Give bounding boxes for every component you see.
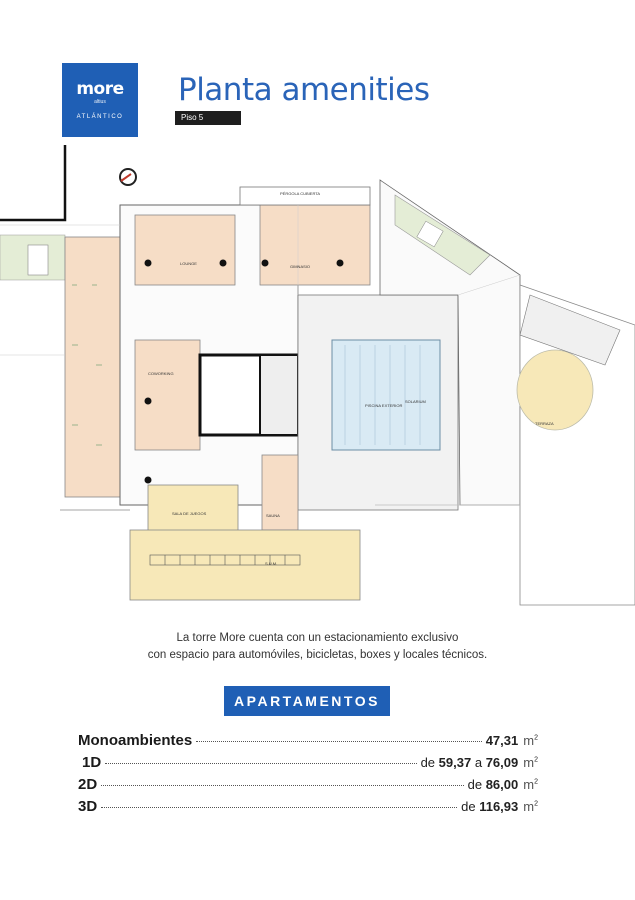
logo-sub: altius	[94, 99, 106, 105]
brand-logo	[62, 63, 138, 137]
unit-name: 1D	[82, 754, 102, 771]
unit-area-to: 76,09	[485, 755, 519, 770]
leader-dots	[196, 741, 482, 742]
label-sum: S.U.M.	[265, 561, 278, 566]
label-lounge: LOUNGE	[180, 261, 197, 266]
unit-name: 2D	[78, 776, 98, 793]
unit-area	[461, 799, 538, 814]
unit-exp: 2	[534, 778, 538, 786]
unit-area-value: 86,00	[485, 777, 519, 792]
unit-row-1d	[78, 754, 538, 776]
floor-plan	[0, 145, 635, 610]
unit-exp: 2	[534, 756, 538, 764]
logo-brand: more	[76, 79, 124, 99]
unit-m: m	[523, 799, 535, 814]
unit-name: Monoambientes	[78, 732, 193, 749]
unit-row-3d	[78, 798, 538, 820]
unit-prefix: de	[467, 777, 483, 792]
unit-name: 3D	[78, 798, 98, 815]
unit-m: m	[523, 777, 535, 792]
unit-area	[421, 755, 538, 770]
label-solarium: SOLARIUM	[405, 399, 426, 404]
floor-tag: Piso 5	[175, 111, 241, 125]
unit-exp: 2	[534, 734, 538, 742]
label-pool: PISCINA EXTERIOR	[365, 403, 403, 408]
unit-prefix: de	[461, 799, 476, 814]
unit-area-value: 116,93	[479, 799, 519, 814]
label-gym: GIMNASIO	[290, 264, 311, 269]
unit-m: m	[523, 755, 535, 770]
unit-list	[78, 732, 538, 820]
unit-exp: 2	[534, 800, 538, 808]
label-terrace: TERRAZA	[535, 421, 554, 426]
unit-row-monoambientes	[78, 732, 538, 754]
description-line-2: con espacio para automóviles, bicicletas, boxes y locales técnicos.	[147, 649, 488, 661]
unit-area	[486, 733, 538, 748]
label-spa: SAUNA	[266, 513, 280, 518]
leader-dots	[105, 763, 416, 764]
unit-prefix: de	[420, 755, 436, 770]
unit-area-value: 47,31	[485, 733, 519, 748]
description	[0, 630, 635, 664]
label-kids: SALA DE JUEGOS	[172, 511, 207, 516]
page-title: Planta amenities	[178, 72, 430, 108]
section-title: APARTAMENTOS	[224, 686, 390, 716]
unit-area-from: 59,37	[438, 755, 472, 770]
unit-connector: a	[474, 755, 483, 770]
logo-location: ATLÁNTICO	[76, 114, 124, 120]
label-pergola: PÉRGOLA CUBIERTA	[280, 191, 321, 196]
unit-m: m	[523, 733, 535, 748]
label-workspace: COWORKING	[148, 371, 174, 376]
compass-icon	[120, 169, 136, 185]
unit-area	[468, 777, 538, 792]
leader-dots	[101, 807, 457, 808]
description-line-1: La torre More cuenta con un estacionamiento exclusivo	[176, 632, 459, 644]
leader-dots	[101, 785, 463, 786]
unit-row-2d	[78, 776, 538, 798]
